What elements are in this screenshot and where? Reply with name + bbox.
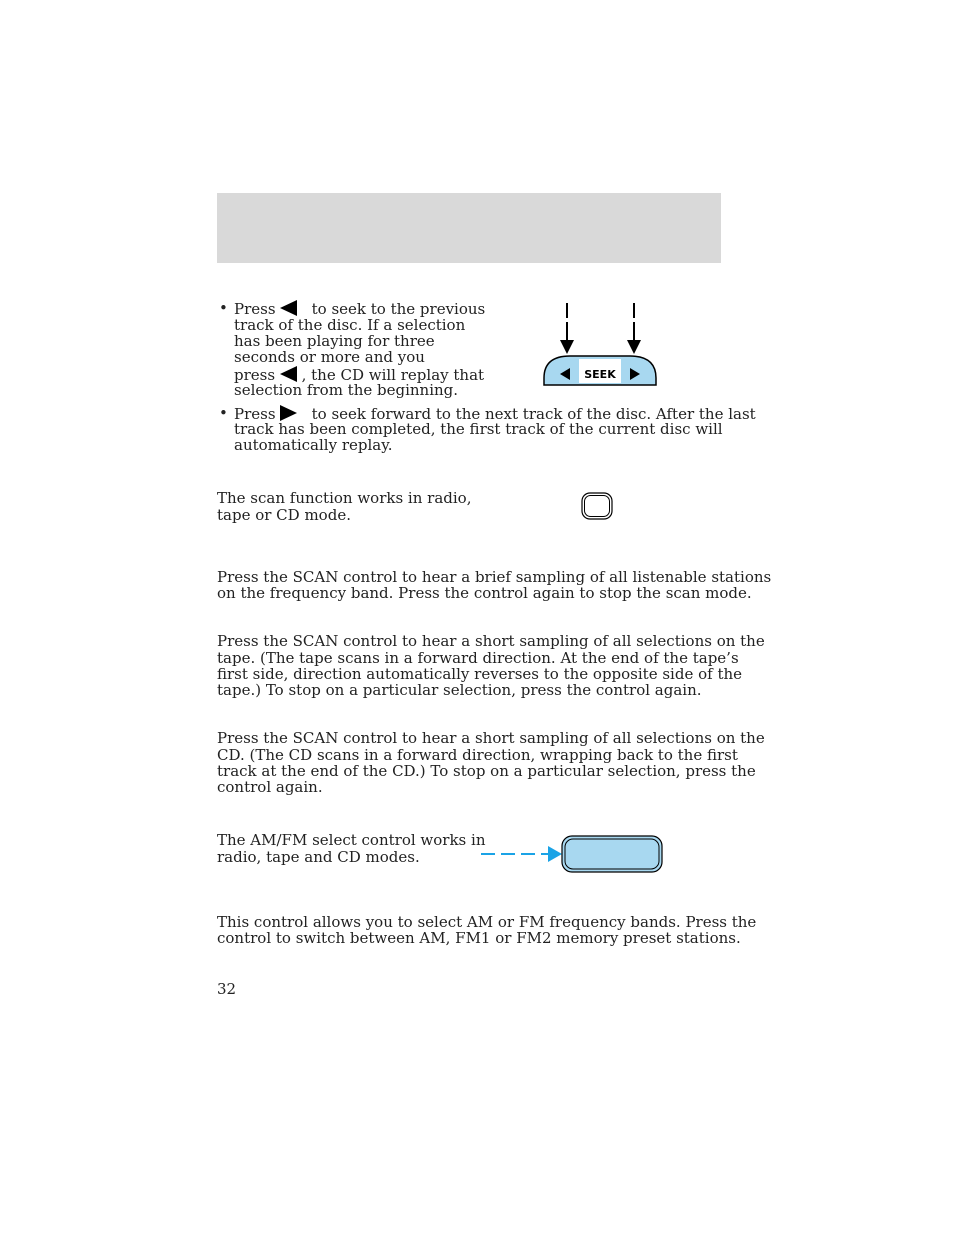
scan-tape-line-3: first side, direction automatically reverses to the opposite side of the bbox=[217, 665, 743, 683]
seek-button-illustration bbox=[540, 300, 660, 390]
text-press: Press bbox=[234, 405, 276, 423]
scan-cd-line-1: Press the SCAN control to hear a short sampling of all selections on the bbox=[217, 729, 765, 747]
seek-forward-line-3: automatically replay. bbox=[234, 436, 393, 454]
text-press: Press bbox=[234, 300, 276, 318]
seek-back-line-6: selection from the beginning. bbox=[234, 381, 459, 399]
scan-cd-line-2: CD. (The CD scans in a forward direction, wrapping back to the first bbox=[217, 746, 738, 764]
bullet-dot: • bbox=[219, 404, 228, 422]
scan-button[interactable] bbox=[581, 492, 613, 520]
seek-forward-line-2: track has been completed, the first track of the current disc will bbox=[234, 420, 723, 438]
seek-back-line-3: has been playing for three bbox=[234, 332, 435, 350]
text: to seek forward to the next track of the disc. After the last bbox=[311, 405, 756, 423]
page-number: 32 bbox=[217, 980, 237, 998]
scan-radio-line-1: Press the SCAN control to hear a brief sampling of all listenable stations bbox=[217, 568, 772, 586]
arrow-down-icon bbox=[560, 340, 574, 354]
seek-label: SEEK bbox=[584, 368, 616, 381]
arrow-down-icon bbox=[627, 340, 641, 354]
seek-back-line-2: track of the disc. If a selection bbox=[234, 316, 466, 334]
seek-back-icon bbox=[280, 366, 297, 382]
arrow-right-icon bbox=[548, 846, 562, 862]
amfm-intro-line-1: The AM/FM select control works in bbox=[217, 831, 486, 849]
amfm-body-line-2: control to switch between AM, FM1 or FM2 memory preset stations. bbox=[217, 929, 741, 947]
scan-tape-line-4: tape.) To stop on a particular selection, press the control again. bbox=[217, 681, 702, 699]
amfm-intro-line-2: radio, tape and CD modes. bbox=[217, 848, 420, 866]
scan-tape-line-1: Press the SCAN control to hear a short sampling of all selections on the bbox=[217, 632, 765, 650]
text: , the CD will replay that bbox=[301, 366, 485, 384]
scan-radio-line-2: on the frequency band. Press the control again to stop the scan mode. bbox=[217, 584, 752, 602]
scan-intro-line-2: tape or CD mode. bbox=[217, 506, 351, 524]
scan-cd-line-4: control again. bbox=[217, 778, 323, 796]
section-header-band bbox=[217, 193, 721, 263]
text: to seek to the previous bbox=[311, 300, 486, 318]
scan-intro-line-1: The scan function works in radio, bbox=[217, 489, 472, 507]
amfm-button[interactable] bbox=[562, 836, 662, 872]
bullet-dot: • bbox=[219, 299, 228, 317]
seek-forward-icon bbox=[280, 405, 297, 421]
amfm-body-line-1: This control allows you to select AM or FM frequency bands. Press the bbox=[217, 913, 757, 931]
scan-cd-line-3: track at the end of the CD.) To stop on a particular selection, press the bbox=[217, 762, 756, 780]
text-press: press bbox=[234, 366, 276, 384]
seek-back-icon bbox=[280, 300, 297, 316]
scan-tape-line-2: tape. (The tape scans in a forward direction. At the end of the tape’s bbox=[217, 649, 739, 667]
amfm-button-illustration bbox=[478, 834, 666, 876]
seek-back-line-4: seconds or more and you bbox=[234, 348, 425, 366]
seek-back-line-1 bbox=[234, 300, 485, 318]
